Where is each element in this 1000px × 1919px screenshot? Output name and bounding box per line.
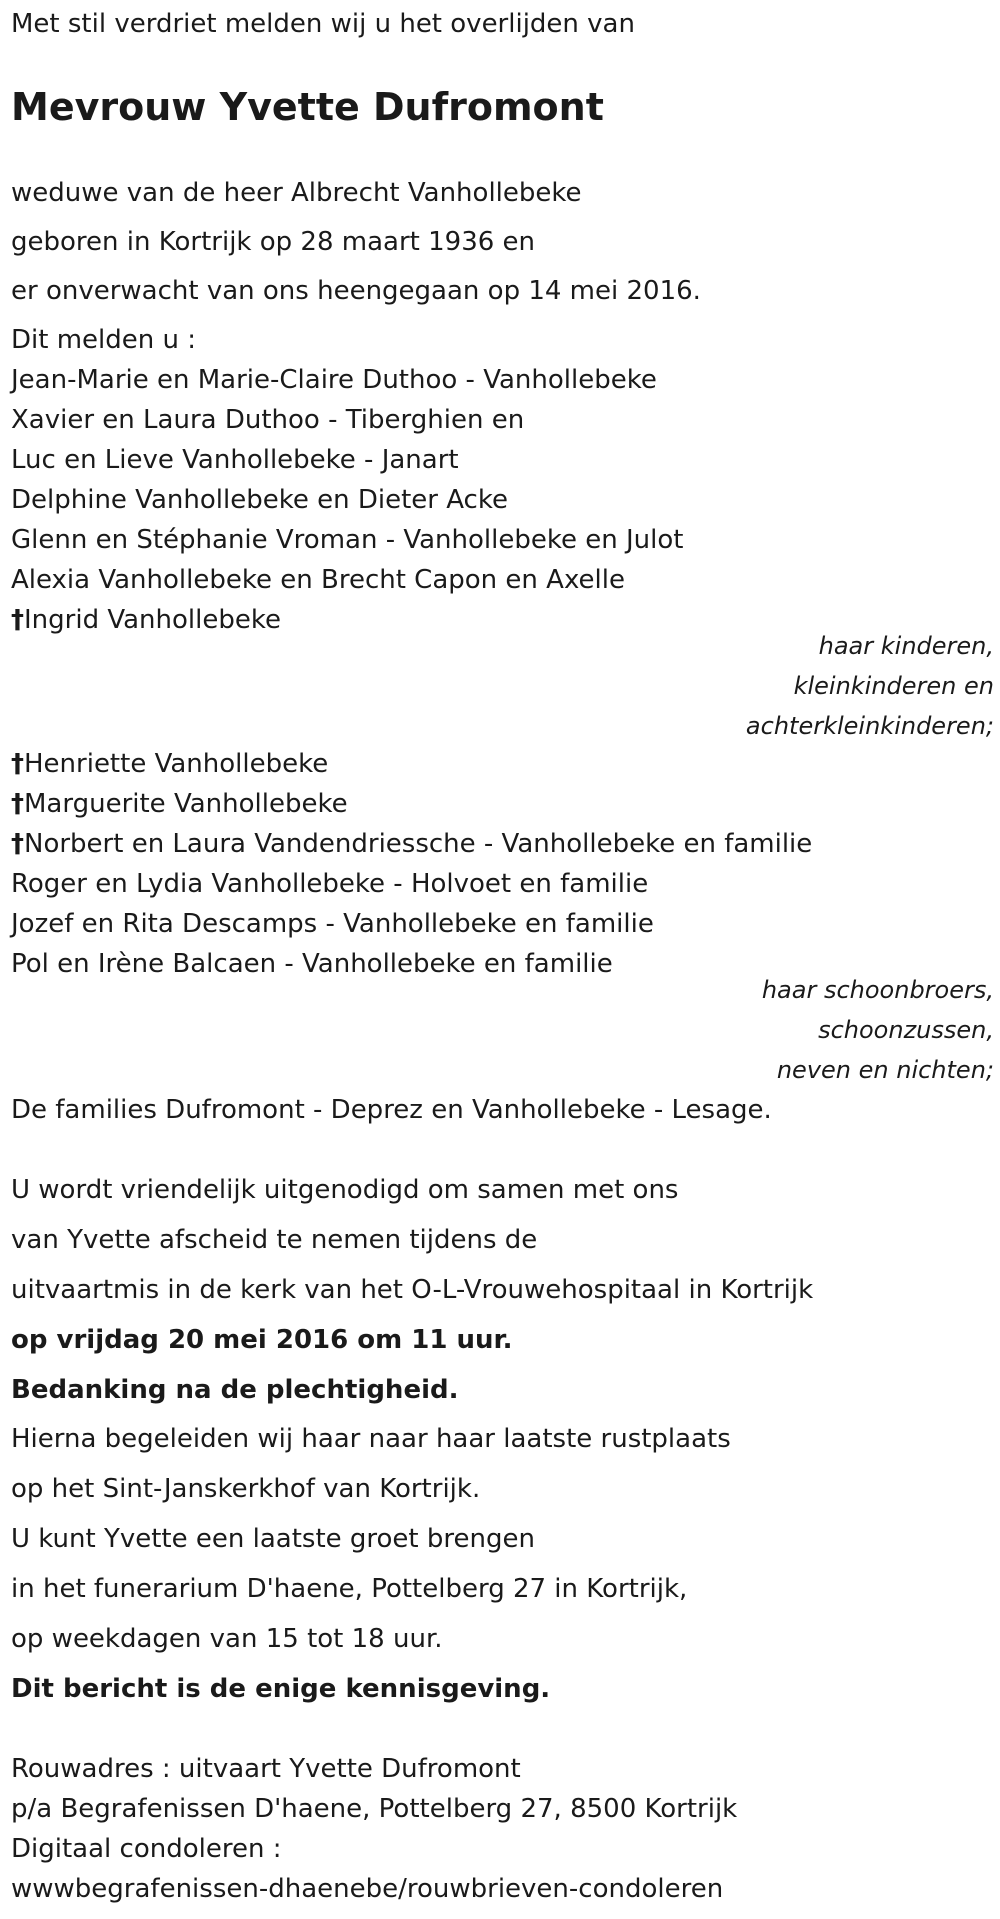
child-line: Jean-Marie en Marie-Claire Duthoo - Vanhollebeke: [11, 365, 657, 395]
ceremony-line: U wordt vriendelijk uitgenodigd om samen met ons: [11, 1175, 679, 1205]
detail-born: geboren in Kortrijk op 28 maart 1936 en: [11, 227, 536, 257]
burial-line: in het funerarium D'haene, Pottelberg 27 in Kortrijk,: [11, 1574, 688, 1604]
in-law-line: Jozef en Rita Descamps - Vanhollebeke en familie: [11, 909, 654, 939]
sole-notice: Dit bericht is de enige kennisgeving.: [11, 1674, 551, 1704]
in-law-line-deceased: [11, 748, 328, 780]
detail-died: er onverwacht van ons heengegaan op 14 mei 2016.: [11, 276, 701, 306]
in-law-name: Henriette Vanhollebeke: [24, 749, 329, 779]
ceremony-line: uitvaartmis in de kerk van het O-L-Vrouwehospitaal in Kortrijk: [11, 1275, 814, 1305]
in-laws-caption: schoonzussen,: [818, 1016, 994, 1044]
children-caption: haar kinderen,: [818, 632, 994, 660]
cross-icon: †: [11, 789, 24, 819]
burial-line: U kunt Yvette een laatste groet brengen: [11, 1524, 535, 1554]
burial-line: op weekdagen van 15 tot 18 uur.: [11, 1624, 443, 1654]
in-law-line-deceased: [11, 828, 812, 860]
cross-icon: †: [11, 605, 24, 635]
in-laws-caption: neven en nichten;: [776, 1056, 994, 1084]
ceremony-line: van Yvette afscheid te nemen tijdens de: [11, 1225, 538, 1255]
contact-line: Rouwadres : uitvaart Yvette Dufromont: [11, 1754, 521, 1784]
child-line-deceased: [11, 604, 281, 636]
contact-line: Digitaal condoleren :: [11, 1834, 282, 1864]
child-name: Ingrid Vanhollebeke: [24, 605, 281, 635]
burial-line: Hierna begeleiden wij haar naar haar laatste rustplaats: [11, 1424, 731, 1454]
in-law-line-deceased: [11, 788, 348, 820]
child-line: Glenn en Stéphanie Vroman - Vanhollebeke en Julot: [11, 525, 684, 555]
ceremony-date: op vrijdag 20 mei 2016 om 11 uur.: [11, 1325, 513, 1355]
children-caption: achterkleinkinderen;: [745, 712, 994, 740]
in-law-line: Pol en Irène Balcaen - Vanhollebeke en familie: [11, 949, 613, 979]
child-line: Alexia Vanhollebeke en Brecht Capon en Axelle: [11, 565, 625, 595]
cross-icon: †: [11, 829, 24, 859]
thanks-line: Bedanking na de plechtigheid.: [11, 1375, 459, 1405]
detail-widow: weduwe van de heer Albrecht Vanhollebeke: [11, 178, 582, 208]
deceased-name: Mevrouw Yvette Dufromont: [11, 85, 604, 129]
child-line: Delphine Vanhollebeke en Dieter Acke: [11, 485, 508, 515]
contact-line: p/a Begrafenissen D'haene, Pottelberg 27, 8500 Kortrijk: [11, 1794, 738, 1824]
cross-icon: †: [11, 749, 24, 779]
in-law-name: Marguerite Vanhollebeke: [24, 789, 348, 819]
in-laws-caption: haar schoonbroers,: [761, 976, 994, 1004]
child-line: Xavier en Laura Duthoo - Tiberghien en: [11, 405, 525, 435]
burial-line: op het Sint-Janskerkhof van Kortrijk.: [11, 1474, 481, 1504]
announced-by: Dit melden u :: [11, 325, 196, 355]
child-line: Luc en Lieve Vanhollebeke - Janart: [11, 445, 459, 475]
condolence-link[interactable]: wwwbegrafenissen-dhaenebe/rouwbrieven-condoleren: [11, 1874, 724, 1904]
children-caption: kleinkinderen en: [793, 672, 994, 700]
in-law-line: Roger en Lydia Vanhollebeke - Holvoet en familie: [11, 869, 649, 899]
families-line: De families Dufromont - Deprez en Vanhollebeke - Lesage.: [11, 1095, 772, 1125]
intro-text: Met stil verdriet melden wij u het overlijden van: [11, 9, 635, 39]
in-law-name: Norbert en Laura Vandendriessche - Vanhollebeke en familie: [24, 829, 813, 859]
